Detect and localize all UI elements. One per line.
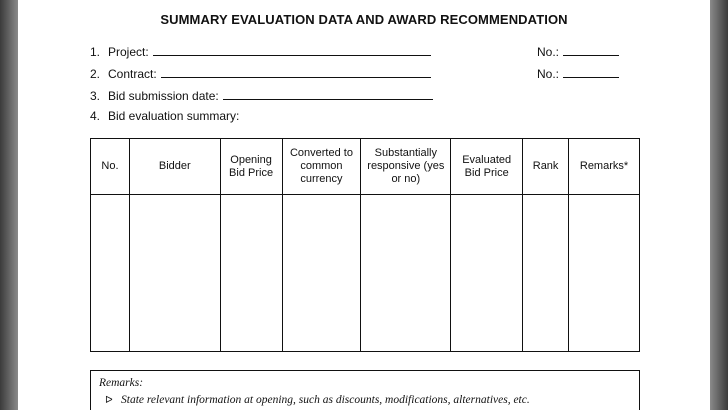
column-header-opening-bid-price: Opening Bid Price: [220, 139, 282, 195]
table-header-row: [91, 139, 640, 195]
project-no-field: [537, 44, 619, 59]
contract-blank-line: [161, 66, 431, 78]
table-cell: [91, 195, 130, 352]
document-page: [18, 0, 710, 410]
table-cell: [451, 195, 523, 352]
table-cell: [129, 195, 220, 352]
column-header-rank: Rank: [523, 139, 569, 195]
table-cell: [361, 195, 451, 352]
column-header-remarks: Remarks*: [569, 139, 640, 195]
table-cell: [523, 195, 569, 352]
remarks-item: [105, 394, 530, 406]
table-cell: [282, 195, 361, 352]
remarks-box: [90, 370, 640, 410]
field-number: 2.: [90, 67, 101, 81]
field-number: 1.: [90, 45, 101, 59]
remarks-item-text: State relevant information at opening, such as discounts, modifications, alternatives, etc.: [121, 394, 530, 406]
column-header-no: No.: [91, 139, 130, 195]
viewer-right-edge: [710, 0, 728, 410]
field-number: 3.: [90, 89, 101, 103]
field-label: Project:: [108, 45, 149, 59]
contract-field: [90, 66, 431, 81]
arrow-bullet-icon: ᐅ: [105, 395, 113, 406]
table-row: [91, 195, 640, 352]
bid-submission-date-blank-line: [223, 88, 433, 100]
contract-no-blank-line: [563, 66, 619, 78]
no-label: No.:: [537, 45, 560, 59]
column-header-substantially-responsive: Substantially responsive (yes or no): [361, 139, 451, 195]
table-cell: [220, 195, 282, 352]
project-field: [90, 44, 431, 59]
project-no-blank-line: [563, 44, 619, 56]
no-label: No.:: [537, 67, 560, 81]
bid-evaluation-table: [90, 138, 640, 352]
table-cell: [569, 195, 640, 352]
page-title: SUMMARY EVALUATION DATA AND AWARD RECOMMENDATION: [160, 12, 568, 27]
field-label: Bid submission date:: [108, 89, 219, 103]
bid-submission-date-field: [90, 88, 433, 103]
field-label: Contract:: [108, 67, 157, 81]
remarks-label: Remarks:: [99, 377, 144, 389]
project-blank-line: [153, 44, 431, 56]
viewer-left-edge: [0, 0, 18, 410]
contract-no-field: [537, 66, 619, 81]
field-number: 4.: [90, 109, 101, 123]
column-header-bidder: Bidder: [129, 139, 220, 195]
column-header-converted-currency: Converted to common currency: [282, 139, 361, 195]
column-header-evaluated-bid-price: Evaluated Bid Price: [451, 139, 523, 195]
bid-evaluation-summary-field: [90, 109, 239, 123]
field-label: Bid evaluation summary:: [108, 109, 240, 123]
